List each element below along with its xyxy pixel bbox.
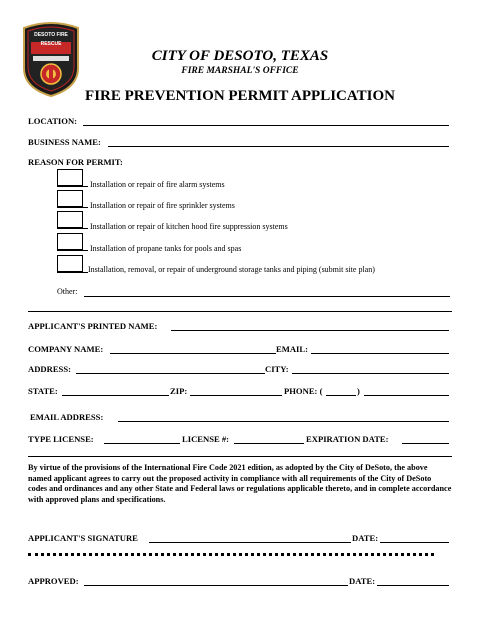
declaration-text: By virtue of the provisions of the International Fire Code 2021 edition, as adopted by the City of DeSoto, the above named applicant agrees to carry out the proposed activity in compliance with all requirements of the City of DeSoto codes and ordinances and any other State and Federal laws or regulations applicable thereto, and in complete accordance with approved plans and specifications. xyxy=(28,463,452,504)
email-label: EMAIL: xyxy=(276,344,308,354)
phone-paren: ) xyxy=(357,386,360,396)
business-name-label: BUSINESS NAME: xyxy=(28,137,101,147)
other-label: Other: xyxy=(57,287,78,296)
logo-text: DESOTO FIRE RESCUE xyxy=(34,32,68,47)
signature-date-label: DATE: xyxy=(352,533,379,543)
checkbox-fire-sprinkler[interactable] xyxy=(57,190,83,207)
reason-fire-alarm: Installation or repair of fire alarm systems xyxy=(90,180,225,189)
location-input[interactable] xyxy=(83,116,449,126)
location-label: LOCATION: xyxy=(28,116,78,126)
section-divider xyxy=(28,311,452,312)
reason-kitchen-hood: Installation or repair of kitchen hood fire suppression systems xyxy=(90,222,288,231)
email-address-input[interactable] xyxy=(118,412,449,422)
signature-date-input[interactable] xyxy=(380,533,449,543)
city-heading: CITY OF DESOTO, TEXAS xyxy=(151,48,329,64)
fire-department-logo xyxy=(20,18,82,98)
other-input[interactable] xyxy=(84,287,450,297)
state-input[interactable] xyxy=(62,386,169,396)
office-heading: FIRE MARSHAL'S OFFICE xyxy=(181,66,299,76)
approved-input[interactable] xyxy=(84,576,348,586)
dotted-divider xyxy=(28,553,434,556)
signature-input[interactable] xyxy=(149,533,351,543)
approved-date-label: DATE: xyxy=(349,576,376,586)
zip-input[interactable] xyxy=(190,386,282,396)
approved-label: APPROVED: xyxy=(28,576,79,586)
reason-label: REASON FOR PERMIT: xyxy=(28,157,123,167)
applicant-name-label: APPLICANT'S PRINTED NAME: xyxy=(28,321,158,331)
phone-number-input[interactable] xyxy=(364,386,449,396)
license-number-input[interactable] xyxy=(234,434,304,444)
type-license-label: TYPE LICENSE: xyxy=(28,434,94,444)
type-license-input[interactable] xyxy=(104,434,180,444)
checkbox-kitchen-hood[interactable] xyxy=(57,211,83,228)
page-title: FIRE PREVENTION PERMIT APPLICATION xyxy=(85,88,395,104)
reason-fire-sprinkler: Installation or repair of fire sprinkler systems xyxy=(90,201,235,210)
checkbox-fire-alarm[interactable] xyxy=(57,169,83,186)
company-name-label: COMPANY NAME: xyxy=(28,344,104,354)
checkbox-propane-tanks[interactable] xyxy=(57,233,83,250)
phone-label: PHONE: ( xyxy=(284,386,323,396)
signature-label: APPLICANT'S SIGNATURE xyxy=(28,533,138,543)
address-input[interactable] xyxy=(76,364,265,374)
city-label: CITY: xyxy=(265,364,289,374)
approved-date-input[interactable] xyxy=(377,576,449,586)
company-name-input[interactable] xyxy=(110,344,276,354)
expiration-date-label: EXPIRATION DATE: xyxy=(306,434,389,444)
applicant-name-input[interactable] xyxy=(171,321,449,331)
state-label: STATE: xyxy=(28,386,58,396)
email-address-label: EMAIL ADDRESS: xyxy=(30,412,104,422)
address-label: ADDRESS: xyxy=(28,364,71,374)
checkbox-underground-tanks[interactable] xyxy=(57,255,83,272)
city-input[interactable] xyxy=(292,364,449,374)
reason-underground-tanks: Installation, removal, or repair of underground storage tanks and piping (submit site plan) xyxy=(88,265,375,274)
email-input[interactable] xyxy=(311,344,449,354)
reason-propane-tanks: Installation of propane tanks for pools and spas xyxy=(90,244,242,253)
license-number-label: LICENSE #: xyxy=(182,434,230,444)
expiration-date-input[interactable] xyxy=(402,434,449,444)
zip-label: ZIP: xyxy=(170,386,188,396)
section-divider-2 xyxy=(28,456,452,457)
business-name-input[interactable] xyxy=(108,137,449,147)
phone-area-input[interactable] xyxy=(326,386,356,396)
